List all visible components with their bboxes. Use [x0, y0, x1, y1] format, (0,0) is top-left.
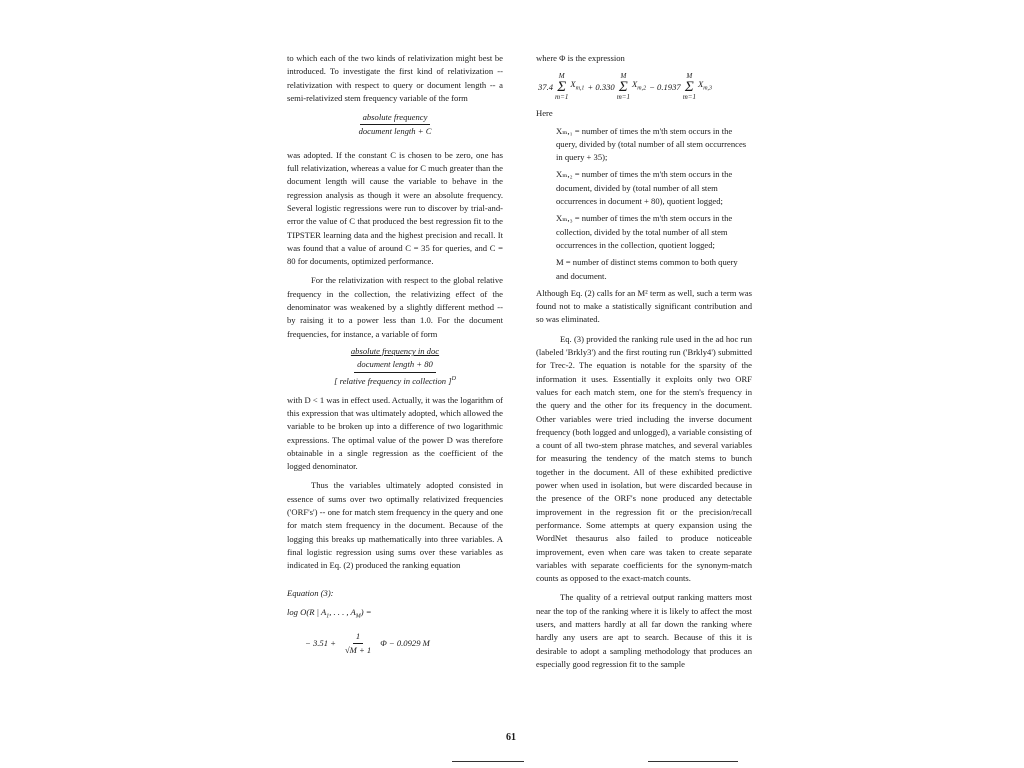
- semi-relativized-fraction: [287, 111, 503, 139]
- phi-coefficient-1: 37.4: [538, 81, 554, 92]
- fraction-denominator: document length + C: [358, 126, 432, 137]
- equation-constant: − 3.51 +: [305, 638, 336, 648]
- where-line: where Φ is the expression: [536, 53, 625, 63]
- paragraph-quality: The quality of a retrieval output ranking matters most near the top of the ranking where it is likely to affect the most users, and matters hardly at all far down the ranking where hardly any users are apt to search. Because of this it is desirable to adopt a sampling methodology that produces an especially good regression fit to the sample: [536, 592, 752, 669]
- page-number: 61: [506, 732, 516, 743]
- fraction-middle: document length + 80: [354, 358, 436, 372]
- variable-definitions: [536, 125, 752, 283]
- sum-lower-2: m=1: [616, 93, 630, 102]
- footer-rule-right: [648, 761, 738, 762]
- x-term-2: X: [632, 79, 638, 90]
- equation-fraction-num: 1: [353, 630, 363, 644]
- phi-coefficient-2: + 0.330: [587, 81, 615, 92]
- sum-symbol-3: M Σ m=1: [682, 72, 696, 102]
- definition-x2: Xₘ,₂ = number of times the m'th stem occurs in the document, divided by (total number of all stem occurrences in document + 80), quotient logged;: [556, 169, 733, 207]
- equation-tail: Φ − 0.0929 M: [380, 638, 430, 648]
- sum-upper-1: M: [558, 72, 565, 81]
- relative-frequency-fraction: [287, 345, 503, 388]
- definition-m: M = number of distinct stems common to both query and document.: [556, 257, 738, 281]
- equation-lhs: log O(R | $A_1$, . . . , $A_M$) =: [287, 606, 372, 620]
- equation-fraction-den: √M + 1: [344, 645, 372, 656]
- paragraph-2: was adopted. If the constant C is chosen to be zero, one has full relativization, whereas a value for C much greater than the document length will cause the variable to behave in the regression analysis as though it were an absolute frequency. Several logistic regressions were run to discover by trial-and-error the value of C that produced the best regression fit to the TIPSTER learning data and the highest precision and recall. It was found that a value of around C = 35 for queries, and C = 80 for documents, optimized performance.: [287, 149, 503, 267]
- sum-upper-3: M: [686, 72, 693, 81]
- x-term-1: X: [570, 79, 576, 90]
- fraction-top: absolute frequency in doc: [350, 345, 440, 356]
- sum-symbol-1: M Σ m=1: [555, 72, 569, 102]
- phi-expression: [536, 73, 752, 101]
- paragraph-ranking-rule: Eq. (3) provided the ranking rule used in the ad hoc run (labeled 'Brkly3') and the first routing run ('Brkly4') submitted for Trec-2. The equation is notable for the sparsity of the information it uses. Essentially it exploits only two ORF values for each match stem, one for the stem's frequency in the query and the other for its frequency in the document. Other variables were tried including the inverse document frequency (both logged and unlogged), a variable consisting of a count of all two-stem phrase matches, and several variables for measuring the tendency of the match stems to bunch together in the document. All of these exhibited predictive power when used in isolation, but were discarded because in the presence of the ORF's none produced any detectable improvement in the regression fit or the precision/recall performance. Some attempts at query expansion using the WordNet thesaurus also failed to produce noticeable improvement, even when care was taken to create separate variables with separate coefficients for the synonym-match counts as opposed to the exact-match counts.: [536, 333, 752, 584]
- right-column: [536, 52, 752, 671]
- x-sub-1: m,1: [575, 86, 585, 92]
- definition-x1: Xₘ,₁ = number of times the m'th stem occurs in the query, divided by (total number of all stem occurrences in query + 35);: [556, 125, 747, 163]
- equation-lhs-mid: , . . . , A: [329, 606, 356, 617]
- sum-symbol-2: M Σ m=1: [616, 72, 630, 102]
- definition-x3: Xₘ,₃ = number of times the m'th stem occurs in the collection, divided by the total number of all stem occurrences in the collection, quotient logged;: [556, 213, 733, 250]
- x-sub-2: m,2: [637, 86, 647, 92]
- paragraph-eliminated: Although Eq. (2) calls for an M² term as well, such a term was found not to make a statistically significant contribution and so was eliminated.: [536, 287, 752, 325]
- equation-lhs-end: ) =: [360, 606, 372, 617]
- paragraph-5: Thus the variables ultimately adopted consisted in essence of sums over two optimally relativized frequencies ('ORF's') -- one for match stem frequency in the query and one for match stem frequency in the document. Because of the logging this breaks up mathematically into three variables. A final logistic regression using sums over these variables as indicated in Eq. (2) produced the ranking equation: [287, 480, 503, 571]
- fraction-bottom: [ relative frequency in collection ]: [334, 375, 452, 386]
- sum-lower-3: m=1: [682, 93, 696, 102]
- equation-fraction: [342, 630, 374, 658]
- paragraph-4: with D < 1 was in effect used. Actually, it was the logarithm of this expression that was ultimately adopted, which allowed the variable to be broken up into a difference of two logarithmic expressions. The optimal value of the power D was therefore obtainable in a single regression as the coefficient of the logged denominator.: [287, 394, 503, 472]
- paragraph-3: For the relativization with respect to the global relative frequency in the collection, the relativizing effect of the denominator was weakened by a slightly different method -- by raising it to a power less than 1.0. For the document frequencies, for instance, a variable of form: [287, 275, 503, 339]
- equation-label: Equation (3):: [287, 587, 334, 598]
- equation-lhs-head: log O(R | A: [287, 606, 327, 617]
- here-label: Here: [536, 108, 553, 119]
- x-term-3: X: [697, 79, 704, 90]
- sum-upper-2: M: [620, 72, 627, 81]
- footer-rule-left: [452, 761, 524, 762]
- paragraph-1: to which each of the two kinds of relativization might best be introduced. To investigate the first kind of relativization -- relativization with respect to query or document length -- a semi-relativized stem frequency variable of the form: [287, 53, 503, 103]
- sum-lower-1: m=1: [555, 93, 569, 102]
- equation-rhs: [287, 630, 503, 658]
- x-sub-3: m,3: [703, 86, 713, 92]
- left-column: [287, 52, 503, 657]
- fraction-exponent: D: [451, 375, 456, 382]
- phi-coefficient-3: − 0.1937: [649, 81, 681, 92]
- fraction-numerator: absolute frequency: [360, 111, 431, 125]
